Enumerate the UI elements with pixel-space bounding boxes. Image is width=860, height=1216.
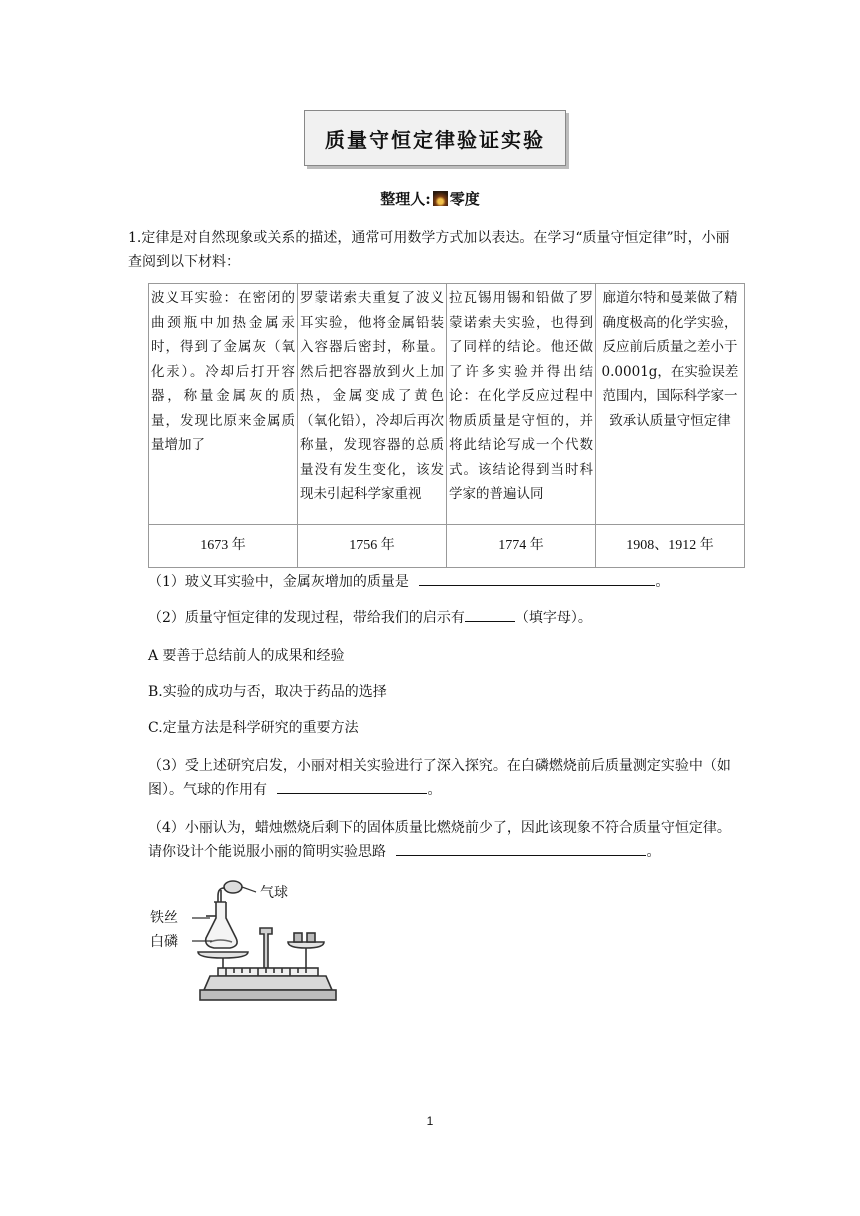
year-cell: 1774 年 xyxy=(447,525,596,568)
materials-year-row xyxy=(149,525,745,568)
question-1-sub-4: （4）小丽认为，蜡烛燃烧后剩下的固体质量比燃烧前少了，因此该现象不符合质量守恒定律。请你设计个能说服小丽的简明实验思路 。 xyxy=(148,820,731,860)
option-b: B.实验的成功与否，取决于药品的选择 xyxy=(148,684,387,700)
option-a: A 要善于总结前人的成果和经验 xyxy=(148,648,345,664)
option-c: C.定量方法是科学研究的重要方法 xyxy=(148,720,359,736)
page-number: 1 xyxy=(426,1114,434,1128)
balloon-label: 气球 xyxy=(260,884,288,900)
material-cell: 波义耳实验：在密闭的曲颈瓶中加热金属汞时，得到了金属灰（氧化汞）。冷却后打开容器，称量金属灰的质量，发现比原来金属质量增加了 xyxy=(149,284,298,525)
page-title: 质量守恒定律验证实验 xyxy=(325,127,545,152)
balance-apparatus-figure xyxy=(148,872,338,1006)
balloon-icon xyxy=(224,881,242,893)
author-name: 零度 xyxy=(449,190,480,208)
phosphorus-label: 白磷 xyxy=(150,933,178,949)
question-1-sub-3: （3）受上述研究启发，小丽对相关实验进行了深入探究。在白磷燃烧前后质量测定实验中（如图）。气球的作用有 。 xyxy=(148,758,731,798)
year-cell: 1908、1912 年 xyxy=(596,525,745,568)
question-1-intro: 1.定律是对自然现象或关系的描述，通常可用数学方式加以表达。在学习“质量守恒定律”时，小丽查阅到以下材料： xyxy=(128,230,730,270)
year-cell: 1756 年 xyxy=(298,525,447,568)
question-1-sub-2: （2）质量守恒定律的发现过程，带给我们的启示有 （填字母）。 xyxy=(148,606,748,630)
author-label: 整理人: xyxy=(380,190,431,208)
author-line xyxy=(0,188,860,209)
materials-text-row xyxy=(149,284,745,525)
material-cell: 拉瓦锡用锡和铅做了罗蒙诺索夫实验，也得到了同样的结论。他还做了许多实验并得出结论：在化学反应过程中物质质量是守恒的，并将此结论写成一个代数式。该结论得到当时科学家的普遍认同 xyxy=(447,284,596,525)
title-box xyxy=(304,110,566,166)
material-cell: 廊道尔特和曼莱做了精确度极高的化学实验，反应前后质量之差小于 0.0001g，在实验误差范围内，国际科学家一致承认质量守恒定律 xyxy=(596,284,745,525)
question-1-sub-1: （1）玻义耳实验中，金属灰增加的质量是 。 xyxy=(148,570,748,594)
answer-blank[interactable] xyxy=(277,779,427,794)
wire-label: 铁丝 xyxy=(150,909,178,925)
avatar-icon xyxy=(433,191,448,206)
materials-table xyxy=(148,283,745,568)
answer-blank[interactable] xyxy=(465,607,515,622)
answer-blank[interactable] xyxy=(419,571,655,586)
answer-blank[interactable] xyxy=(396,841,646,856)
year-cell: 1673 年 xyxy=(149,525,298,568)
material-cell: 罗蒙诺索夫重复了波义耳实验，他将金属铅装入容器后密封，称量。然后把容器放到火上加热，金属变成了黄色（氧化铅），冷却后再次称量，发现容器的总质量没有发生变化，该发现未引起科学家重视 xyxy=(298,284,447,525)
